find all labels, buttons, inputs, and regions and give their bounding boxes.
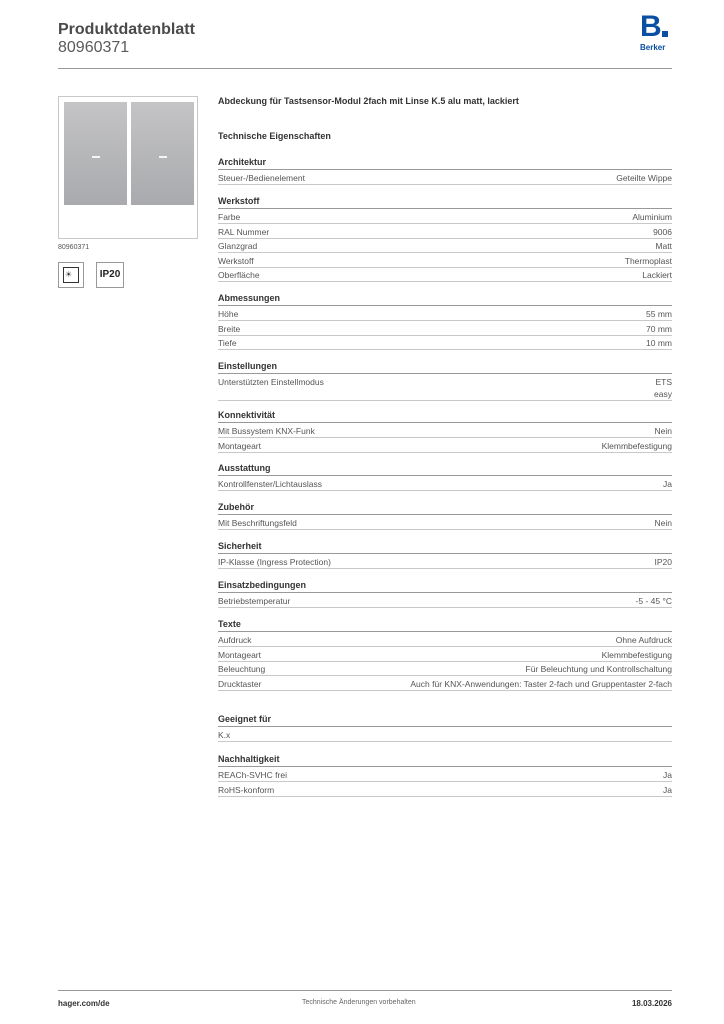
header-divider [58, 68, 672, 69]
footer-divider [58, 990, 672, 991]
spec-key: Aufdruck [218, 635, 252, 645]
spec-row [218, 210, 672, 224]
spec-value: Ohne Aufdruck [615, 635, 672, 645]
section-title: Konnektivität [218, 410, 672, 423]
spec-row [218, 322, 672, 336]
spec-value: Auch für KNX-Anwendungen: Taster 2-fach und Gruppentaster 2-fach [410, 678, 672, 689]
footer-date: 18.03.2026 [631, 999, 672, 1008]
berker-logo [640, 10, 674, 54]
spec-row [218, 783, 672, 797]
spec-row [218, 439, 672, 453]
section-title: Geeignet für [218, 714, 672, 727]
spec-key: Oberfläche [218, 270, 260, 281]
section-title: Zubehör [218, 502, 672, 515]
ip-rating-badge: IP20 [96, 262, 124, 288]
section-title: Einstellungen [218, 361, 672, 374]
spec-key: Tiefe [218, 338, 237, 349]
spec-value: Geteilte Wippe [616, 173, 672, 183]
spec-key: Montageart [218, 440, 261, 451]
product-description: Abdeckung für Tastsensor-Modul 2fach mit Linse K.5 alu matt, lackiert [218, 96, 519, 106]
lens-indicator [92, 156, 100, 158]
product-image-label: 80960371 [58, 244, 90, 251]
spec-row [218, 594, 672, 608]
spec-row [218, 768, 672, 782]
section-title: Einsatzbedingungen [218, 580, 672, 593]
spec-value: Lackiert [642, 270, 672, 281]
spec-value: Ja [663, 784, 672, 795]
spec-row [218, 375, 672, 401]
spec-key: Steuer-/Bedienelement [218, 173, 305, 183]
spec-key: Werkstoff [218, 255, 254, 266]
spec-key: Betriebstemperatur [218, 596, 291, 606]
spec-key: Drucktaster [218, 678, 262, 689]
spec-row [218, 424, 672, 438]
footer-website: hager.com/de [58, 999, 110, 1008]
spec-key: RoHS-konform [218, 784, 275, 795]
spec-value: Ja [663, 479, 672, 489]
spec-value: Klemmbefestigung [601, 440, 672, 451]
spec-value: Thermoplast [624, 255, 672, 266]
section-title: Abmessungen [218, 293, 672, 306]
spec-key: K.x [218, 730, 231, 740]
spec-row [218, 728, 672, 742]
section-title: Sicherheit [218, 541, 672, 554]
spec-value: IP20 [654, 557, 672, 567]
spec-row [218, 662, 672, 676]
spec-value: Ja [663, 770, 672, 780]
spec-key: Mit Bussystem KNX-Funk [218, 426, 315, 436]
spec-key: Mit Beschriftungsfeld [218, 518, 297, 528]
spec-row [218, 225, 672, 239]
spec-value: 9006 [653, 226, 672, 237]
section-title: Texte [218, 619, 672, 632]
spec-value: ETS easy [654, 377, 672, 399]
spec-key: Unterstützten Einstellmodus [218, 377, 324, 387]
product-image [58, 96, 198, 239]
spec-value: 55 mm [646, 309, 672, 319]
spec-row [218, 633, 672, 647]
logo-letter: B [640, 10, 662, 43]
spec-row [218, 171, 672, 185]
section-title: Ausstattung [218, 463, 672, 476]
sun-icon: ☀ [65, 270, 73, 279]
spec-key: RAL Nummer [218, 226, 270, 237]
spec-value: Matt [655, 241, 672, 252]
spec-row [218, 268, 672, 282]
spec-key: IP-Klasse (Ingress Protection) [218, 557, 331, 567]
spec-value: Aluminium [632, 212, 672, 222]
logo-text: Berker [640, 43, 666, 52]
spec-row [218, 254, 672, 268]
section-title: Nachhaltigkeit [218, 754, 672, 767]
spec-value: Nein [654, 518, 672, 528]
spec-key: Kontrollfenster/Lichtauslass [218, 479, 322, 489]
spec-row [218, 307, 672, 321]
spec-key: Breite [218, 323, 241, 334]
rocker-left [64, 102, 127, 205]
spec-value: Nein [654, 426, 672, 436]
section-title: Werkstoff [218, 196, 672, 209]
footer-note: Technische Änderungen vorbehalten [302, 999, 416, 1006]
spec-key: Glanzgrad [218, 241, 258, 252]
spec-key: Beleuchtung [218, 664, 266, 675]
spec-row [218, 239, 672, 253]
spec-row [218, 677, 672, 691]
spec-value: Klemmbefestigung [601, 649, 672, 660]
article-number: 80960371 [58, 39, 130, 56]
lens-indicator [159, 156, 167, 158]
page-title: Produktdatenblatt [58, 21, 195, 38]
light-outlet-icon [58, 262, 84, 288]
spec-value: Für Beleuchtung und Kontrollschaltung [525, 664, 672, 675]
section-title: Architektur [218, 157, 672, 170]
spec-row [218, 648, 672, 662]
tech-properties-heading: Technische Eigenschaften [218, 131, 331, 141]
spec-row [218, 477, 672, 491]
spec-key: Montageart [218, 649, 261, 660]
spec-key: Höhe [218, 309, 239, 319]
spec-key: REACh-SVHC frei [218, 770, 287, 780]
spec-row [218, 516, 672, 530]
spec-row [218, 555, 672, 569]
spec-value: -5 - 45 °C [635, 596, 672, 606]
spec-key: Farbe [218, 212, 241, 222]
spec-row [218, 336, 672, 350]
spec-value: 10 mm [646, 338, 672, 349]
spec-value: 70 mm [646, 323, 672, 334]
rocker-right [131, 102, 194, 205]
